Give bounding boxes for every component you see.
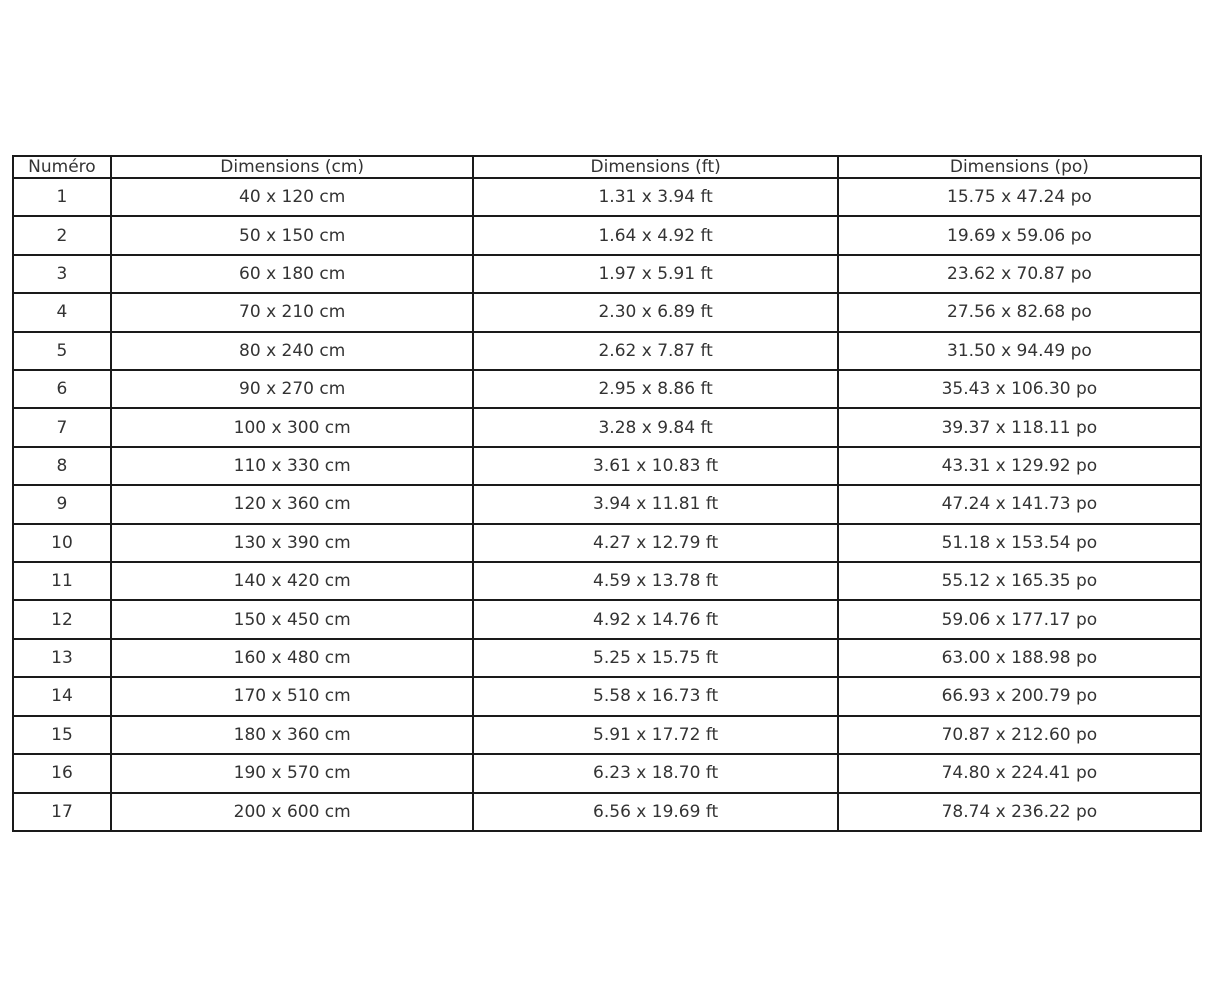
table-cell-dimensions-cm: 150 x 450 cm: [111, 600, 474, 638]
table-cell-dimensions-po: 35.43 x 106.30 po: [838, 370, 1201, 408]
table-cell-dimensions-po: 43.31 x 129.92 po: [838, 447, 1201, 485]
table-cell-dimensions-ft: 5.25 x 15.75 ft: [473, 639, 837, 677]
table-cell-numero: 7: [13, 408, 111, 446]
table-cell-dimensions-po: 66.93 x 200.79 po: [838, 677, 1201, 715]
table-cell-dimensions-cm: 200 x 600 cm: [111, 793, 474, 832]
table-cell-dimensions-cm: 180 x 360 cm: [111, 716, 474, 754]
table-cell-dimensions-ft: 3.28 x 9.84 ft: [473, 408, 837, 446]
table-cell-numero: 5: [13, 332, 111, 370]
table-cell-dimensions-ft: 3.61 x 10.83 ft: [473, 447, 837, 485]
table-cell-dimensions-ft: 1.97 x 5.91 ft: [473, 255, 837, 293]
table-row: [13, 754, 1201, 792]
table-row: [13, 524, 1201, 562]
table-row: [13, 793, 1201, 832]
table-cell-dimensions-ft: 6.23 x 18.70 ft: [473, 754, 837, 792]
table-cell-dimensions-cm: 130 x 390 cm: [111, 524, 474, 562]
dimensions-conversion-table-container: [12, 155, 1202, 832]
table-cell-dimensions-po: 39.37 x 118.11 po: [838, 408, 1201, 446]
table-cell-dimensions-po: 55.12 x 165.35 po: [838, 562, 1201, 600]
table-cell-dimensions-cm: 190 x 570 cm: [111, 754, 474, 792]
table-cell-numero: 1: [13, 178, 111, 216]
table-cell-numero: 8: [13, 447, 111, 485]
table-cell-dimensions-po: 31.50 x 94.49 po: [838, 332, 1201, 370]
table-cell-numero: 11: [13, 562, 111, 600]
column-header-dimensions-po: Dimensions (po): [838, 156, 1201, 178]
table-cell-dimensions-ft: 4.27 x 12.79 ft: [473, 524, 837, 562]
table-cell-numero: 13: [13, 639, 111, 677]
table-cell-numero: 16: [13, 754, 111, 792]
table-cell-numero: 12: [13, 600, 111, 638]
table-cell-numero: 15: [13, 716, 111, 754]
table-cell-numero: 14: [13, 677, 111, 715]
table-row: [13, 447, 1201, 485]
table-cell-dimensions-cm: 70 x 210 cm: [111, 293, 474, 331]
table-row: [13, 293, 1201, 331]
table-cell-dimensions-po: 78.74 x 236.22 po: [838, 793, 1201, 832]
table-cell-dimensions-cm: 160 x 480 cm: [111, 639, 474, 677]
table-cell-dimensions-ft: 3.94 x 11.81 ft: [473, 485, 837, 523]
table-cell-numero: 6: [13, 370, 111, 408]
table-cell-dimensions-po: 15.75 x 47.24 po: [838, 178, 1201, 216]
table-cell-dimensions-po: 51.18 x 153.54 po: [838, 524, 1201, 562]
column-header-dimensions-ft: Dimensions (ft): [473, 156, 837, 178]
table-cell-numero: 17: [13, 793, 111, 832]
column-header-numero: Numéro: [13, 156, 111, 178]
table-cell-dimensions-po: 23.62 x 70.87 po: [838, 255, 1201, 293]
table-cell-numero: 3: [13, 255, 111, 293]
table-body: [13, 178, 1201, 831]
table-row: [13, 639, 1201, 677]
table-row: [13, 216, 1201, 254]
table-cell-dimensions-ft: 5.58 x 16.73 ft: [473, 677, 837, 715]
table-cell-numero: 4: [13, 293, 111, 331]
table-row: [13, 255, 1201, 293]
table-cell-dimensions-cm: 40 x 120 cm: [111, 178, 474, 216]
table-cell-dimensions-ft: 6.56 x 19.69 ft: [473, 793, 837, 832]
table-cell-dimensions-cm: 120 x 360 cm: [111, 485, 474, 523]
table-cell-dimensions-ft: 4.59 x 13.78 ft: [473, 562, 837, 600]
table-row: [13, 716, 1201, 754]
table-cell-dimensions-cm: 110 x 330 cm: [111, 447, 474, 485]
table-cell-dimensions-ft: 5.91 x 17.72 ft: [473, 716, 837, 754]
dimensions-conversion-table: [12, 155, 1202, 832]
table-header: [13, 156, 1201, 178]
table-row: [13, 370, 1201, 408]
table-row: [13, 408, 1201, 446]
table-cell-dimensions-ft: 2.62 x 7.87 ft: [473, 332, 837, 370]
table-cell-dimensions-po: 74.80 x 224.41 po: [838, 754, 1201, 792]
table-cell-dimensions-po: 27.56 x 82.68 po: [838, 293, 1201, 331]
table-header-row: [13, 156, 1201, 178]
table-row: [13, 178, 1201, 216]
table-cell-numero: 2: [13, 216, 111, 254]
table-cell-dimensions-cm: 80 x 240 cm: [111, 332, 474, 370]
table-cell-dimensions-po: 63.00 x 188.98 po: [838, 639, 1201, 677]
table-cell-dimensions-cm: 90 x 270 cm: [111, 370, 474, 408]
table-cell-dimensions-cm: 140 x 420 cm: [111, 562, 474, 600]
table-cell-dimensions-ft: 2.95 x 8.86 ft: [473, 370, 837, 408]
table-cell-dimensions-ft: 1.31 x 3.94 ft: [473, 178, 837, 216]
table-cell-numero: 10: [13, 524, 111, 562]
table-cell-dimensions-cm: 50 x 150 cm: [111, 216, 474, 254]
table-cell-dimensions-po: 59.06 x 177.17 po: [838, 600, 1201, 638]
table-cell-dimensions-cm: 170 x 510 cm: [111, 677, 474, 715]
table-cell-dimensions-ft: 2.30 x 6.89 ft: [473, 293, 837, 331]
table-row: [13, 332, 1201, 370]
column-header-dimensions-cm: Dimensions (cm): [111, 156, 474, 178]
table-cell-dimensions-ft: 4.92 x 14.76 ft: [473, 600, 837, 638]
table-row: [13, 677, 1201, 715]
table-cell-dimensions-ft: 1.64 x 4.92 ft: [473, 216, 837, 254]
table-cell-dimensions-po: 47.24 x 141.73 po: [838, 485, 1201, 523]
table-row: [13, 485, 1201, 523]
table-row: [13, 600, 1201, 638]
table-cell-dimensions-cm: 60 x 180 cm: [111, 255, 474, 293]
table-cell-dimensions-po: 19.69 x 59.06 po: [838, 216, 1201, 254]
table-cell-dimensions-cm: 100 x 300 cm: [111, 408, 474, 446]
table-cell-dimensions-po: 70.87 x 212.60 po: [838, 716, 1201, 754]
table-cell-numero: 9: [13, 485, 111, 523]
table-row: [13, 562, 1201, 600]
